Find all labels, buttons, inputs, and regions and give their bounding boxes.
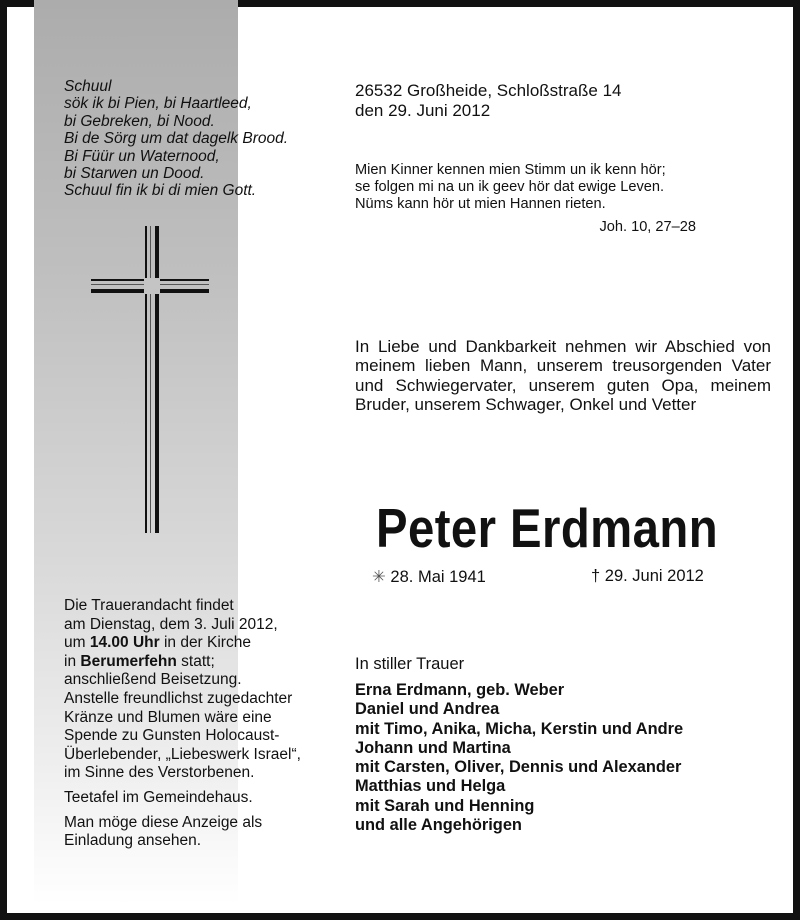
service-place: Berumerfehn bbox=[80, 652, 177, 670]
intro-paragraph: In Liebe und Dankbarkeit nehmen wir Abschied von meinem lieben Mann, unserem treusorgenden Vater und Schwiegervater, unserem guten Opa, meinem Bruder, unserem Schwager, Onkel und Vetter bbox=[355, 337, 771, 415]
info-line bbox=[64, 653, 304, 672]
mourning-label: In stiller Trauer bbox=[355, 655, 465, 673]
family-line: mit Sarah und Henning bbox=[355, 796, 535, 815]
dagger-icon: † bbox=[591, 567, 601, 585]
info-line: Die Trauerandacht findet bbox=[64, 597, 234, 614]
text: in der Kirche bbox=[159, 634, 251, 652]
poem-line: Bi de Sörg um dat dagelk Brood. bbox=[64, 130, 289, 148]
info-line: Anstelle freundlichst zugedachter bbox=[64, 689, 293, 707]
star-icon: ✳ bbox=[372, 568, 386, 586]
text: um bbox=[64, 634, 90, 652]
family-list bbox=[355, 681, 683, 835]
info-line: im Sinne des Verstorbenen. bbox=[64, 764, 255, 782]
info-line: am Dienstag, dem 3. Juli 2012, bbox=[64, 615, 278, 633]
birth-date-text: 28. Mai 1941 bbox=[390, 568, 486, 586]
family-line: Matthias und Helga bbox=[355, 777, 506, 796]
poem-line: bi Gebreken, bi Nood. bbox=[64, 112, 215, 130]
cross-icon bbox=[90, 226, 210, 533]
death-date-text: 29. Juni 2012 bbox=[604, 567, 704, 585]
poem bbox=[64, 78, 288, 200]
info-line: Spende zu Gunsten Holocaust- bbox=[64, 727, 280, 745]
text: in bbox=[64, 652, 81, 670]
quote-line: Mien Kinner kennen mien Stimm un ik kenn hör; bbox=[355, 162, 666, 178]
poem-line: Bi Füür un Waternood, bbox=[64, 147, 220, 165]
info-line: Kränze und Blumen wäre eine bbox=[64, 708, 272, 726]
family-line: mit Timo, Anika, Micha, Kerstin und Andre bbox=[355, 719, 684, 738]
death-date bbox=[591, 567, 704, 586]
text: statt; bbox=[176, 652, 215, 670]
family-line: mit Carsten, Oliver, Dennis und Alexander bbox=[355, 758, 682, 777]
date-line: den 29. Juni 2012 bbox=[355, 100, 491, 120]
poem-line: Schuul bbox=[64, 78, 112, 95]
family-line: Erna Erdmann, geb. Weber bbox=[355, 681, 565, 699]
family-line: und alle Angehörigen bbox=[355, 816, 522, 835]
info-line bbox=[64, 634, 304, 653]
address-block bbox=[355, 81, 621, 120]
poem-line: Schuul fin ik bi di mien Gott. bbox=[64, 182, 257, 200]
info-line: anschließend Beisetzung. bbox=[64, 671, 242, 689]
quote-line: se folgen mi na un ik geev hör dat ewige Leven. bbox=[355, 179, 665, 195]
poem-line: bi Starwen un Dood. bbox=[64, 165, 205, 183]
service-info bbox=[64, 597, 304, 851]
info-line: Überlebender, „Liebeswerk Israel“, bbox=[64, 745, 301, 763]
birth-date bbox=[372, 567, 486, 587]
poem-line: sök ik bi Pien, bi Haartleed, bbox=[64, 95, 252, 113]
tea-note: Teetafel im Gemeindehaus. bbox=[64, 788, 253, 806]
family-line: Johann und Martina bbox=[355, 738, 511, 757]
service-time: 14.00 Uhr bbox=[89, 634, 160, 652]
deceased-name: Peter Erdmann bbox=[376, 497, 719, 559]
quote-line: Nüms kann hör ut mien Hannen rieten. bbox=[355, 196, 606, 212]
address-line: 26532 Großheide, Schloßstraße 14 bbox=[355, 81, 622, 100]
invitation-note: Einladung ansehen. bbox=[64, 832, 202, 850]
bible-quote bbox=[355, 162, 666, 213]
family-line: Daniel und Andrea bbox=[355, 700, 500, 719]
quote-reference: Joh. 10, 27–28 bbox=[599, 219, 696, 235]
invitation-note: Man möge diese Anzeige als bbox=[64, 813, 263, 831]
